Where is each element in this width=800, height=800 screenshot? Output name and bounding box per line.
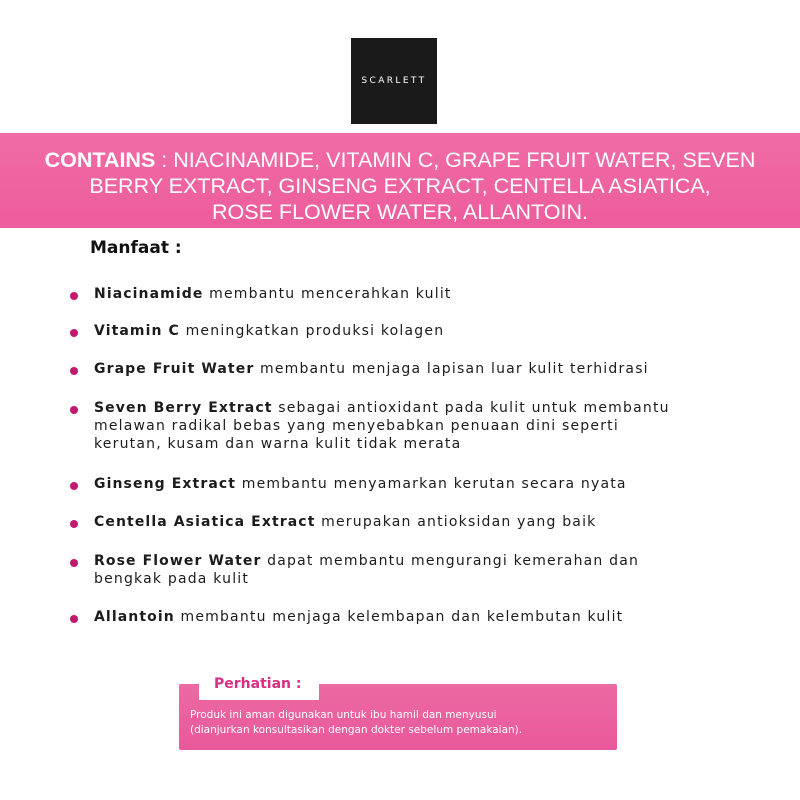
benefit-line xyxy=(94,514,754,531)
benefit-line: kerutan, kusam dan warna kulit tidak merata xyxy=(94,436,462,452)
benefit-desc: membantu menyamarkan kerutan secara nyata xyxy=(241,476,627,492)
bullet-dot xyxy=(70,482,78,490)
benefit-line: melawan radikal bebas yang menyebabkan penuaan dini seperti xyxy=(94,418,619,434)
contains-line-1 xyxy=(0,147,800,173)
benefits-title: Manfaat : xyxy=(90,238,182,258)
brand-name: SCARLETT xyxy=(361,76,427,86)
benefit-name: Centella Asiatica Extract xyxy=(94,514,316,530)
benefit-line xyxy=(94,553,754,570)
bullet-dot xyxy=(70,615,78,623)
notice-line-2: (dianjurkan konsultasikan dengan dokter sebelum pemakaian). xyxy=(190,724,523,736)
bullet-dot xyxy=(70,520,78,528)
bullet-dot xyxy=(70,559,78,567)
bullet-dot xyxy=(70,367,78,375)
contains-line-3: ROSE FLOWER WATER, ALLANTOIN. xyxy=(212,200,588,224)
bullet-dot xyxy=(70,406,78,414)
contains-line-2: BERRY EXTRACT, GINSENG EXTRACT, CENTELLA ASIATICA, xyxy=(89,174,711,198)
brand-logo xyxy=(351,38,437,124)
benefit-name: Grape Fruit Water xyxy=(94,361,255,377)
contains-separator: : xyxy=(155,148,174,172)
bullet-dot xyxy=(70,292,78,300)
contains-label: CONTAINS xyxy=(44,148,156,172)
benefit-name: Seven Berry Extract xyxy=(94,400,273,416)
benefit-desc: membantu menjaga lapisan luar kulit terhidrasi xyxy=(259,361,649,377)
benefit-name: Allantoin xyxy=(94,609,175,625)
benefit-name: Niacinamide xyxy=(94,286,204,302)
bullet-dot xyxy=(70,329,78,337)
benefit-desc: sebagai antioxidant pada kulit untuk membantu xyxy=(278,400,670,416)
notice-text xyxy=(190,708,610,738)
notice-title: Perhatian : xyxy=(214,676,302,692)
benefit-name: Rose Flower Water xyxy=(94,553,262,569)
contains-banner xyxy=(0,133,800,228)
benefit-line xyxy=(94,400,754,417)
benefit-name: Vitamin C xyxy=(94,323,180,339)
notice-line-1: Produk ini aman digunakan untuk ibu hamil dan menyusui xyxy=(190,709,497,721)
benefit-line xyxy=(94,286,754,303)
benefit-name: Ginseng Extract xyxy=(94,476,237,492)
benefit-line xyxy=(94,609,754,626)
benefit-line xyxy=(94,323,754,340)
benefit-desc: membantu menjaga kelembapan dan kelembutan kulit xyxy=(180,609,624,625)
benefit-line xyxy=(94,361,754,378)
benefit-desc: dapat membantu mengurangi kemerahan dan xyxy=(267,553,640,569)
contains-text-1: NIACINAMIDE, VITAMIN C, GRAPE FRUIT WATER, SEVEN xyxy=(173,148,756,172)
benefit-desc: meningkatkan produksi kolagen xyxy=(185,323,445,339)
benefit-line xyxy=(94,476,754,493)
benefit-line: bengkak pada kulit xyxy=(94,571,250,587)
benefit-desc: membantu mencerahkan kulit xyxy=(209,286,452,302)
benefit-desc: merupakan antioksidan yang baik xyxy=(321,514,597,530)
